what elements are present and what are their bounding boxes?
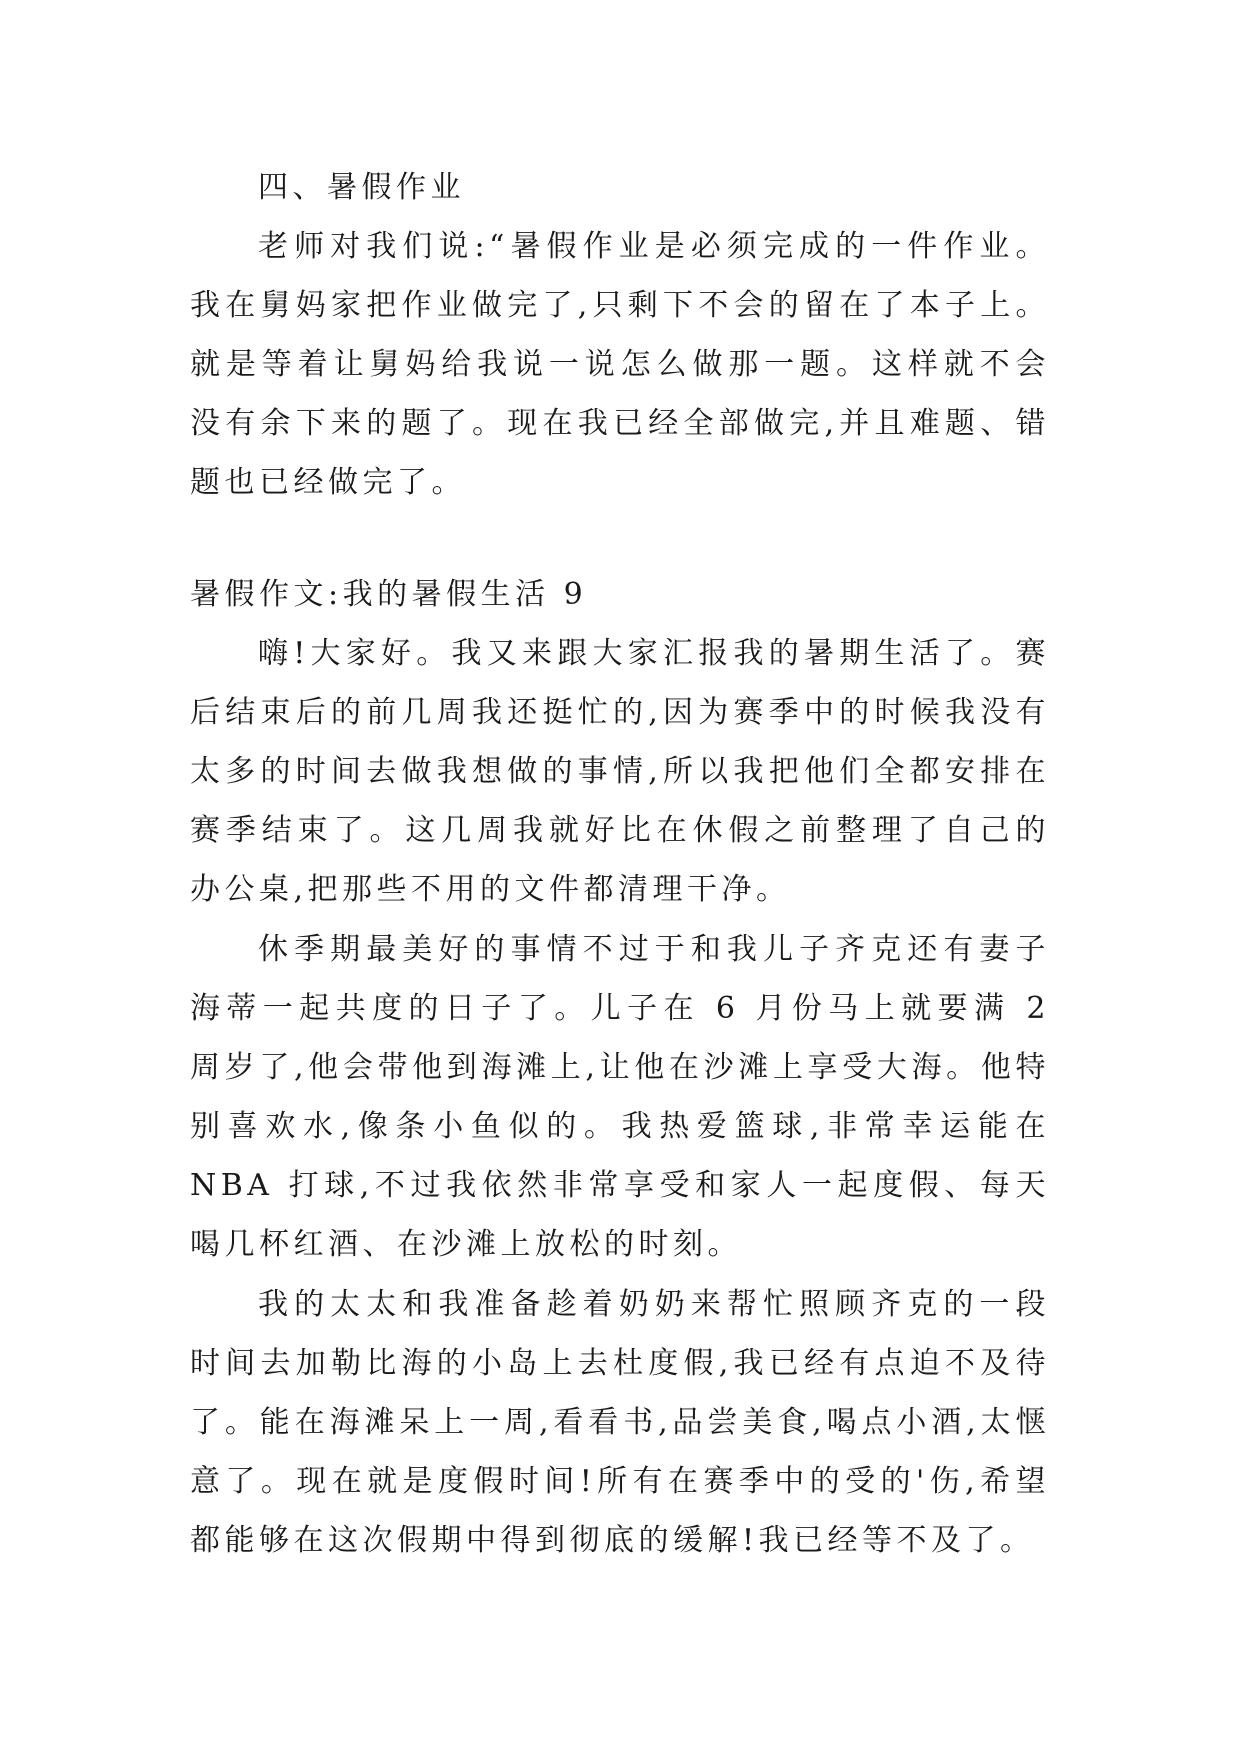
paragraph-greeting: 嗨!大家好。我又来跟大家汇报我的暑期生活了。赛后结束后的前几周我还挺忙的,因为赛季中的时候我没有太多的时间去做我想做的事情,所以我把他们全都安排在赛季结束了。这几周我就好比在休假之前整理了自己的办公桌,把那些不用的文件都清理干净。 — [190, 636, 1050, 907]
paragraph-vacation: 我的太太和我准备趁着奶奶来帮忙照顾齐克的一段时间去加勒比海的小岛上去杜度假,我已经有点迫不及待了。能在海滩呆上一周,看看书,品尝美食,喝点小酒,太惬意了。现在就是度假时间!所有在赛季中的受的'伤,希望都能够在这次假期中得到彻底的缓解!我已经等不及了。 — [190, 1287, 1050, 1558]
paragraph-homework: 老师对我们说:“暑假作业是必须完成的一件作业。我在舅妈家把作业做完了,只剩下不会的留在了本子上。就是等着让舅妈给我说一说怎么做那一题。这样就不会没有余下来的题了。现在我已经全部做完,并且难题、错题也已经做完了。 — [190, 229, 1050, 500]
essay-title: 暑假作文:我的暑假生活 9 — [190, 577, 588, 612]
section-heading: 四、暑假作业 — [258, 170, 465, 205]
paragraph-family: 休季期最美好的事情不过于和我儿子齐克还有妻子海蒂一起共度的日子了。儿子在 6 月份马上就要满 2 周岁了,他会带他到海滩上,让他在沙滩上享受大海。他特别喜欢水,像条小鱼似的。我热爱篮球,非常幸运能在 NBA 打球,不过我依然非常享受和家人一起度假、每天喝几杯红酒、在沙滩上放松的时刻。 — [190, 932, 1050, 1262]
